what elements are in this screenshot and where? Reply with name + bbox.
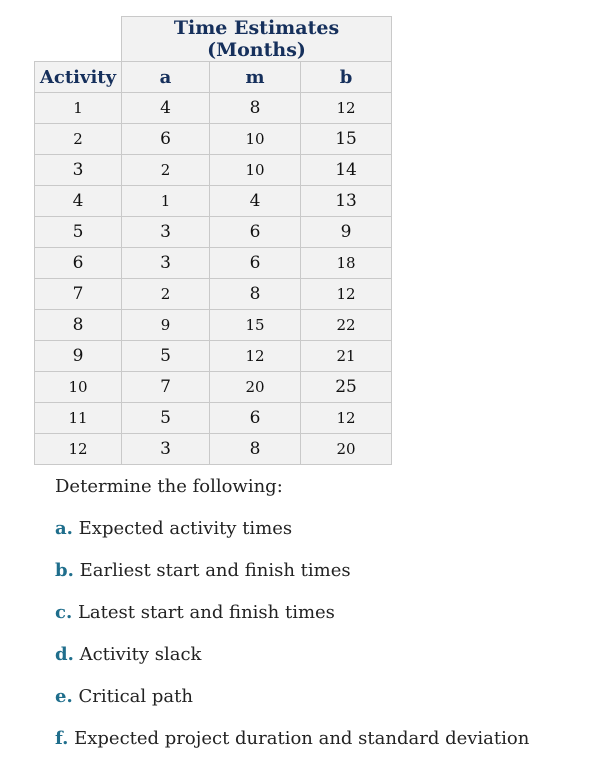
table-row [35, 403, 392, 434]
task-item [55, 725, 595, 767]
a-cell: 7 [122, 372, 210, 403]
a-cell: 3 [122, 217, 210, 248]
b-cell: 20 [301, 434, 392, 465]
table-row [35, 310, 392, 341]
task-letter: f. [55, 728, 69, 749]
task-text: Expected activity times [78, 518, 293, 539]
m-cell: 15 [210, 310, 301, 341]
task-item [55, 683, 595, 725]
a-cell: 3 [122, 434, 210, 465]
activity-cell: 6 [35, 248, 122, 279]
task-letter: a. [55, 518, 73, 539]
activity-cell: 10 [35, 372, 122, 403]
a-cell: 5 [122, 341, 210, 372]
m-cell: 6 [210, 248, 301, 279]
b-cell: 18 [301, 248, 392, 279]
m-cell: 8 [210, 434, 301, 465]
activity-column-header: Activity [35, 62, 122, 93]
table-row [35, 341, 392, 372]
b-cell: 14 [301, 155, 392, 186]
table-row [35, 155, 392, 186]
table-row [35, 248, 392, 279]
activity-cell: 7 [35, 279, 122, 310]
task-letter: d. [55, 644, 74, 665]
a-cell: 6 [122, 124, 210, 155]
m-cell: 8 [210, 279, 301, 310]
m-cell: 20 [210, 372, 301, 403]
blank-header-cell [35, 17, 122, 62]
b-cell: 21 [301, 341, 392, 372]
b-cell: 12 [301, 403, 392, 434]
task-text: Earliest start and finish times [79, 560, 351, 581]
a-column-header: a [122, 62, 210, 93]
task-item [55, 641, 595, 683]
table-row [35, 217, 392, 248]
m-cell: 4 [210, 186, 301, 217]
a-cell: 3 [122, 248, 210, 279]
m-cell: 10 [210, 124, 301, 155]
task-item [55, 599, 595, 641]
m-cell: 6 [210, 217, 301, 248]
activity-cell: 3 [35, 155, 122, 186]
activity-cell: 9 [35, 341, 122, 372]
activity-cell: 12 [35, 434, 122, 465]
task-text: Latest start and finish times [77, 602, 335, 623]
task-text: Expected project duration and standard deviation [74, 728, 530, 749]
b-column-header: b [301, 62, 392, 93]
a-cell: 4 [122, 93, 210, 124]
b-cell: 15 [301, 124, 392, 155]
m-column-header: m [210, 62, 301, 93]
task-item [55, 557, 595, 599]
b-cell: 13 [301, 186, 392, 217]
table-row [35, 434, 392, 465]
table-row [35, 279, 392, 310]
activity-cell: 2 [35, 124, 122, 155]
table-row [35, 186, 392, 217]
activity-cell: 11 [35, 403, 122, 434]
a-cell: 2 [122, 155, 210, 186]
a-cell: 2 [122, 279, 210, 310]
activity-cell: 5 [35, 217, 122, 248]
task-letter: c. [55, 602, 73, 623]
a-cell: 9 [122, 310, 210, 341]
b-cell: 22 [301, 310, 392, 341]
activity-cell: 1 [35, 93, 122, 124]
time-estimates-table [34, 16, 392, 465]
task-text: Activity slack [79, 644, 202, 665]
task-intro: Determine the following: [55, 476, 283, 497]
activity-cell: 8 [35, 310, 122, 341]
m-cell: 8 [210, 93, 301, 124]
task-letter: b. [55, 560, 74, 581]
task-letter: e. [55, 686, 73, 707]
m-cell: 10 [210, 155, 301, 186]
table-row [35, 93, 392, 124]
time-estimates-header: Time Estimates (Months) [122, 17, 392, 62]
b-cell: 25 [301, 372, 392, 403]
task-item [55, 515, 595, 557]
b-cell: 9 [301, 217, 392, 248]
a-cell: 1 [122, 186, 210, 217]
table-row [35, 372, 392, 403]
column-header-row [35, 62, 392, 93]
a-cell: 5 [122, 403, 210, 434]
m-cell: 12 [210, 341, 301, 372]
task-text: Critical path [78, 686, 193, 707]
b-cell: 12 [301, 279, 392, 310]
activity-cell: 4 [35, 186, 122, 217]
m-cell: 6 [210, 403, 301, 434]
task-list [55, 473, 595, 767]
b-cell: 12 [301, 93, 392, 124]
table-row [35, 124, 392, 155]
group-header-row [35, 17, 392, 62]
